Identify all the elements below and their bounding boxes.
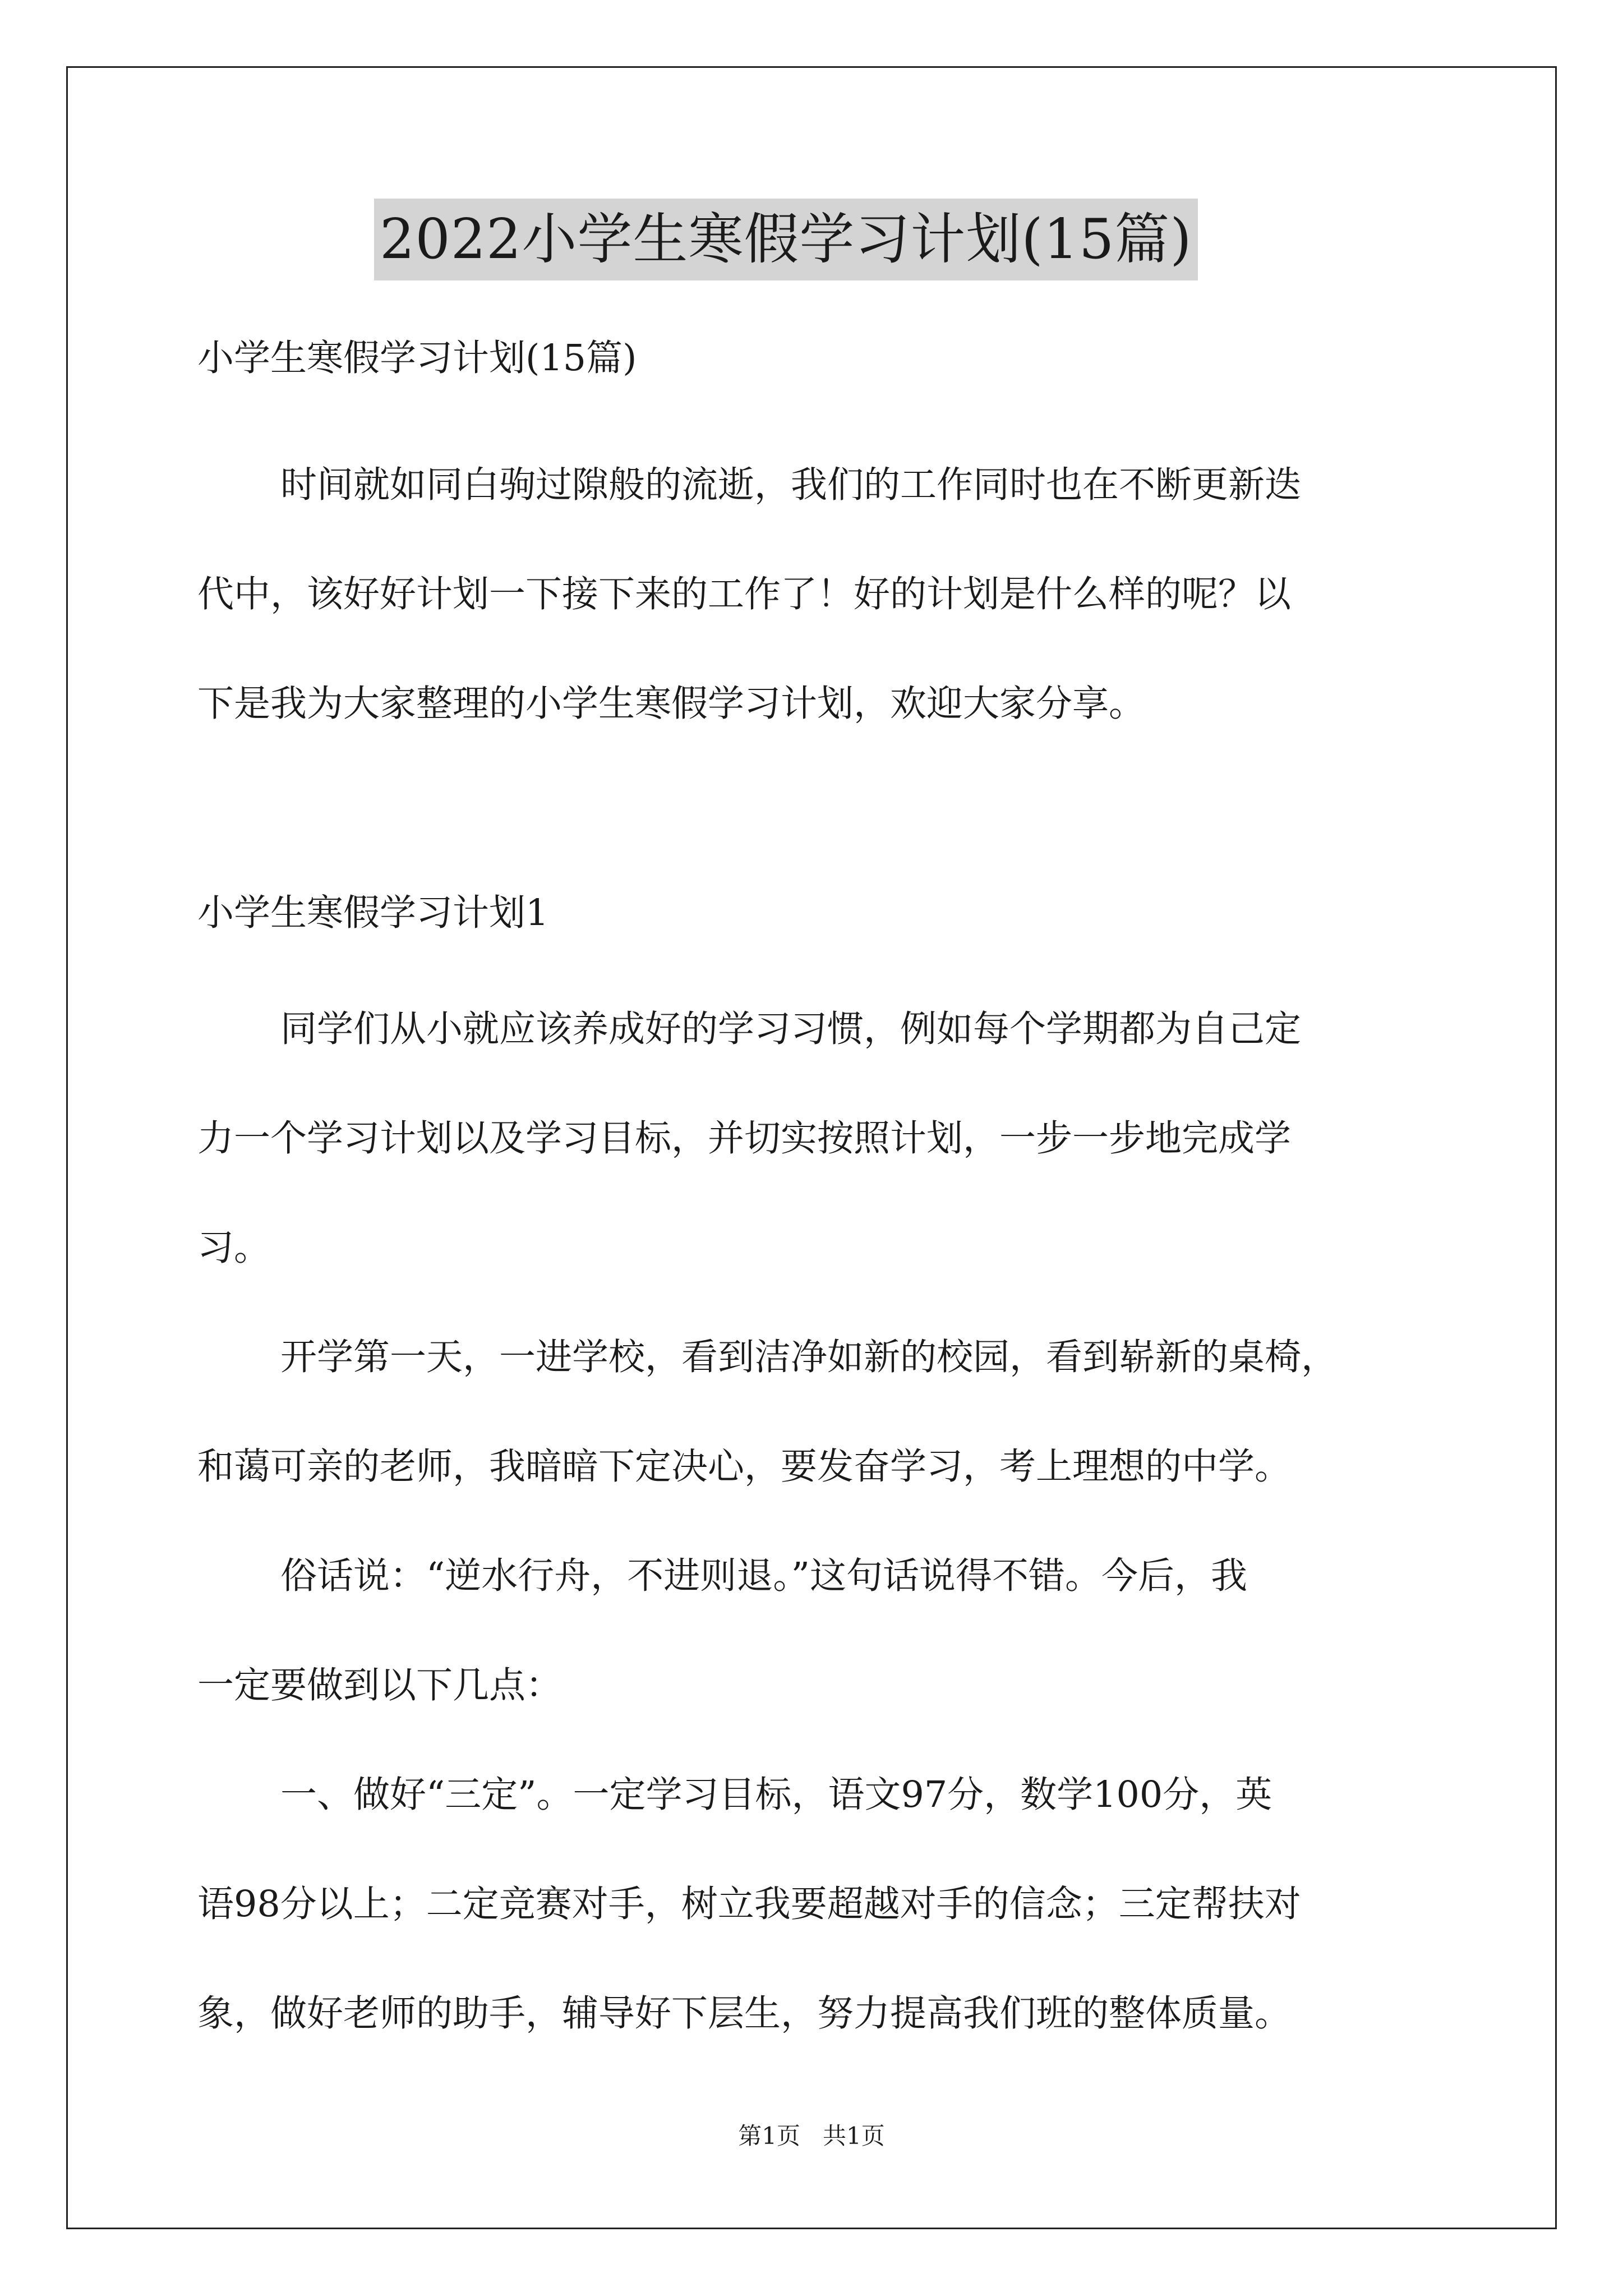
document-title: 2022小学生寒假学习计划(15篇) — [374, 199, 1198, 280]
paragraph-line: 下是我为大家整理的小学生寒假学习计划，欢迎大家分享。 — [197, 683, 1146, 725]
paragraph-line: 和蔼可亲的老师，我暗暗下定决心，要发奋学习，考上理想的中学。 — [197, 1446, 1292, 1488]
paragraph-line: 时间就如同白驹过隙般的流逝，我们的工作同时也在不断更新迭 — [280, 464, 1302, 506]
paragraph-line: 语98分以上；二定竞赛对手，树立我要超越对手的信念；三定帮扶对 — [197, 1883, 1301, 1925]
paragraph-line: 象，做好老师的助手，辅导好下层生，努力提高我们班的整体质量。 — [197, 1993, 1292, 2035]
section-heading: 小学生寒假学习计划1 — [197, 892, 549, 934]
paragraph-line: 力一个学习计划以及学习目标，并切实按照计划，一步一步地完成学 — [197, 1117, 1292, 1159]
paragraph-line: 习。 — [197, 1227, 271, 1269]
subtitle-line: 小学生寒假学习计划(15篇) — [197, 337, 637, 379]
paragraph-line: 一定要做到以下几点： — [197, 1664, 562, 1706]
paragraph-line: 代中，该好好计划一下接下来的工作了！好的计划是什么样的呢？以 — [197, 573, 1292, 615]
paragraph-line: 俗话说：“逆水行舟，不进则退。”这句话说得不错。今后，我 — [280, 1555, 1247, 1597]
paragraph-line: 同学们从小就应该养成好的学习习惯，例如每个学期都为自己定 — [280, 1008, 1302, 1050]
page-number-footer: 第1页 共1页 — [738, 2122, 885, 2150]
paragraph-line: 开学第一天，一进学校，看到洁净如新的校园，看到崭新的桌椅， — [280, 1336, 1338, 1378]
paragraph-line: 一、做好“三定”。一定学习目标，语文97分，数学100分，英 — [280, 1774, 1272, 1816]
